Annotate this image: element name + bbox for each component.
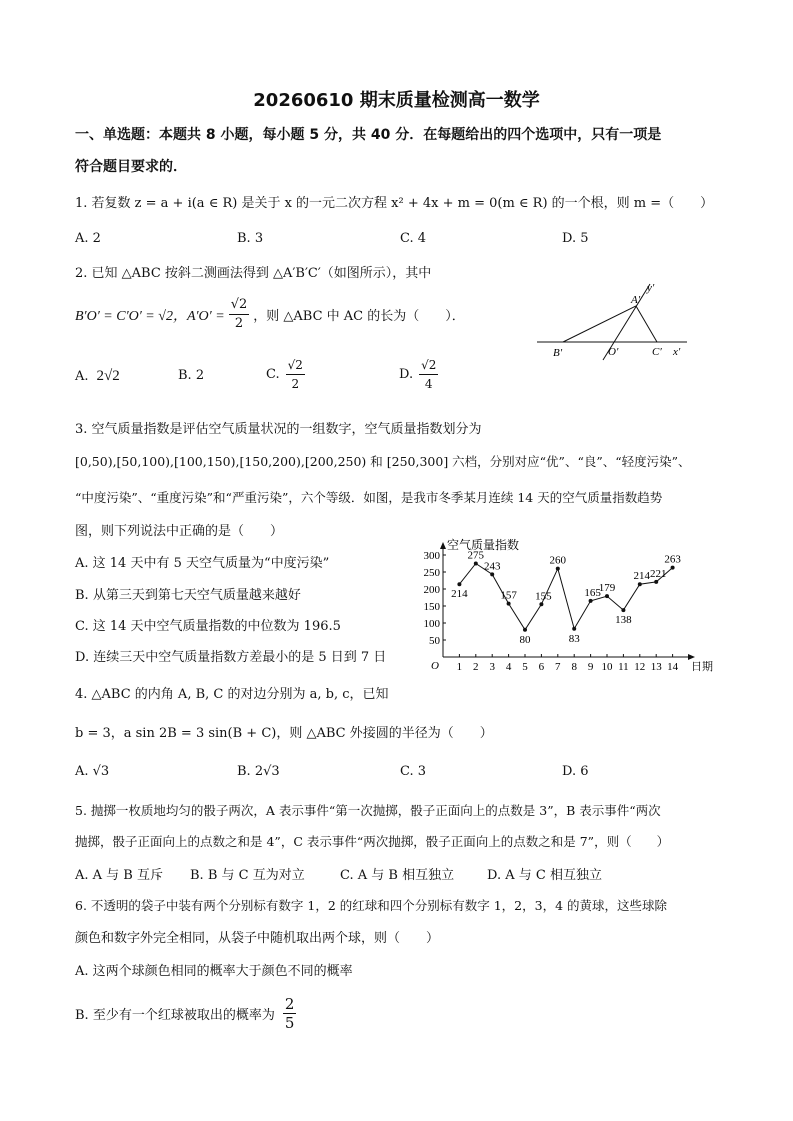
q6-option-b-num: 2	[284, 995, 295, 1013]
data-point	[605, 594, 609, 598]
q3-option-c: C. 这 14 天中空气质量指数的中位数为 196.5	[75, 619, 341, 634]
label-c-prime: C′	[652, 346, 662, 358]
q2-option-d	[399, 356, 438, 393]
data-point	[474, 562, 478, 566]
data-label: 138	[615, 614, 632, 627]
q1-option-d: D. 5	[562, 231, 589, 246]
q2-fraction-num: √2	[229, 296, 250, 315]
q3-stem-line3: “中度污染”、“重度污染”和“严重污染”，六个等级．如图，是我市冬季某月连续 14 天的空气质量指数趋势	[75, 490, 663, 505]
data-point	[638, 582, 642, 586]
q4-stem-line2: b = 3，a sin 2B = 3 sin(B + C)，则 △ABC 外接圆的半径为（ ）	[75, 726, 493, 741]
q2-option-c-num: √2	[286, 356, 305, 375]
section-heading-line1: 一、单选题：本题共 8 小题，每小题 5 分，共 40 分．在每题给出的四个选项中，只有一项是	[75, 127, 662, 143]
q2-option-d-den: 4	[424, 377, 433, 391]
q5-stem-line2: 抛掷，骰子正面向上的点数之和是 4”，C 表示事件“两次抛掷，骰子正面向上的点数之和是 7”，则（ ）	[75, 834, 670, 849]
aqi-line-chart	[415, 535, 713, 675]
q1-stem: 1. 若复数 z = a + i(a ∈ R) 是关于 x 的一元二次方程 x² + 4x + m = 0(m ∈ R) 的一个根，则 m =（ ）	[75, 196, 714, 211]
q3-option-b: B. 从第三天到第七天空气质量越来越好	[75, 588, 301, 603]
q5-option-a: A. A 与 B 互斥	[75, 868, 163, 883]
q2-option-c	[266, 356, 305, 393]
q6-option-a: A. 这两个球颜色相同的概率大于颜色不同的概率	[75, 964, 353, 979]
q3-option-d: D. 连续三天中空气质量指数方差最小的是 5 日到 7 日	[75, 650, 387, 665]
q6-stem-line1: 6. 不透明的袋子中装有两个分别标有数字 1，2 的红球和四个分别标有数字 1，2，3，4 的黄球，这些球除	[75, 898, 668, 913]
x-tick-label: 4	[505, 661, 512, 673]
y-tick-label: 200	[423, 584, 440, 596]
x-tick-label: 5	[522, 661, 528, 673]
x-tick-label: 13	[650, 661, 662, 673]
x-axis-arrow	[688, 654, 695, 660]
q2-option-d-letter: D.	[399, 367, 414, 382]
x-tick-label: 3	[489, 661, 495, 673]
q5-stem-line1: 5. 抛掷一枚质地均匀的骰子两次，A 表示事件“第一次抛掷，骰子正面向上的点数是 3”，B 表示事件“两次	[75, 803, 661, 818]
q1-option-b: B. 3	[237, 231, 264, 246]
q2-fraction	[229, 296, 250, 333]
q2-fraction-den: 2	[234, 316, 244, 331]
q2-condition: B′O′ = C′O′ = √2，A′O′ =	[75, 308, 225, 324]
y-tick-label: 250	[423, 567, 440, 579]
q1-option-c: C. 4	[400, 231, 427, 246]
label-y-prime: y′	[647, 282, 655, 294]
x-axis-label: 日期	[691, 661, 713, 673]
data-label: 243	[483, 560, 501, 573]
x-tick-label: 12	[634, 661, 646, 673]
q4-option-a: A. √3	[75, 764, 110, 779]
data-label: 214	[633, 570, 651, 583]
x-tick-label: 7	[555, 661, 561, 673]
q2-stem-line1: 2. 已知 △ABC 按斜二测画法得到 △A′B′C′（如图所示），其中	[75, 266, 432, 281]
q5-option-b: B. B 与 C 互为对立	[190, 868, 305, 883]
data-label: 165	[584, 586, 601, 599]
q3-stem-line1: 3. 空气质量指数是评估空气质量状况的一组数字，空气质量指数划分为	[75, 422, 482, 437]
label-a-prime: A′	[631, 294, 641, 306]
q5-option-c: C. A 与 B 相互独立	[340, 868, 455, 883]
x-tick-label: 1	[456, 661, 463, 673]
y-tick-label: 300	[423, 550, 440, 562]
q4-stem-line1: 4. △ABC 的内角 A, B, C 的对边分别为 a, b, c，已知	[75, 687, 389, 702]
q2-stem-line2	[75, 296, 465, 333]
q3-option-a: A. 这 14 天中有 5 天空气质量为“中度污染”	[75, 556, 330, 571]
page-title: 20260610 期末质量检测高一数学	[253, 90, 540, 111]
q2-option-c-frac	[286, 356, 305, 393]
label-x-prime: x′	[673, 346, 681, 358]
data-label: 80	[519, 633, 531, 646]
y-axis-arrow	[440, 542, 446, 549]
data-point	[589, 599, 593, 603]
data-point	[490, 572, 494, 576]
q3-stem-line4: 图，则下列说法中正确的是（ ）	[75, 524, 284, 539]
data-point	[523, 628, 527, 632]
y-tick-label: 50	[429, 635, 440, 647]
q2-option-a	[75, 368, 120, 385]
q2-option-b: B. 2	[178, 368, 205, 383]
data-point	[539, 602, 543, 606]
q2-option-d-num: √2	[419, 356, 438, 375]
label-o-prime: O′	[608, 346, 619, 358]
q2-oblique-figure	[535, 278, 695, 366]
section-heading-line2: 符合题目要求的．	[75, 159, 187, 175]
q3-stem-line2: [0,50),[50,100),[100,150),[150,200),[200,250) 和 [250,300] 六档，分别对应“优”、“良”、“轻度污染”、	[75, 454, 691, 469]
data-label: 221	[649, 567, 667, 580]
data-point	[556, 567, 560, 571]
q2-stem-tail: ，则 △ABC 中 AC 的长为（ ）．	[253, 309, 465, 324]
q5-option-d: D. A 与 C 相互独立	[487, 868, 602, 883]
q2-option-a-letter: A.	[75, 369, 89, 384]
data-label: 263	[664, 553, 681, 566]
q6-option-b	[75, 995, 296, 1032]
q4-option-b: B. 2√3	[237, 764, 280, 779]
q4-option-d: D. 6	[562, 764, 589, 779]
data-label: 157	[500, 589, 517, 602]
q1-option-a: A. 2	[75, 231, 101, 246]
q2-option-d-frac	[419, 356, 438, 393]
data-label: 275	[467, 549, 485, 562]
chart-title: 空气质量指数	[447, 538, 520, 552]
data-point	[507, 602, 511, 606]
data-point	[671, 566, 675, 570]
data-label: 155	[535, 590, 552, 603]
label-b-prime: B′	[553, 347, 563, 359]
segment-ac	[636, 306, 657, 342]
data-point	[572, 627, 576, 631]
data-label: 260	[549, 554, 567, 567]
q2-option-a-value: 2√2	[96, 368, 120, 384]
data-point	[621, 608, 625, 612]
q2-option-c-letter: C.	[266, 367, 280, 382]
y-tick-label: 100	[423, 618, 440, 630]
origin-label: O	[431, 660, 439, 672]
q6-option-b-den: 5	[284, 1014, 295, 1032]
x-tick-label: 2	[473, 661, 479, 673]
x-tick-label: 11	[618, 661, 629, 673]
data-point	[457, 582, 461, 586]
q6-stem-line2: 颜色和数字外完全相同，从袋子中随机取出两个球，则（ ）	[75, 931, 440, 946]
x-tick-label: 14	[667, 661, 679, 673]
data-label: 214	[451, 588, 468, 601]
q6-option-b-frac	[283, 995, 297, 1032]
x-tick-label: 9	[587, 661, 594, 673]
data-point	[654, 580, 658, 584]
data-label: 179	[598, 582, 616, 595]
x-tick-label: 6	[538, 661, 545, 673]
q4-option-c: C. 3	[400, 764, 427, 779]
data-label: 83	[568, 632, 580, 645]
q6-option-b-text: B. 至少有一个红球被取出的概率为	[75, 1008, 275, 1023]
y-tick-label: 150	[423, 601, 440, 613]
x-tick-label: 10	[601, 661, 613, 673]
x-tick-label: 8	[571, 661, 577, 673]
q2-option-c-den: 2	[291, 377, 300, 391]
